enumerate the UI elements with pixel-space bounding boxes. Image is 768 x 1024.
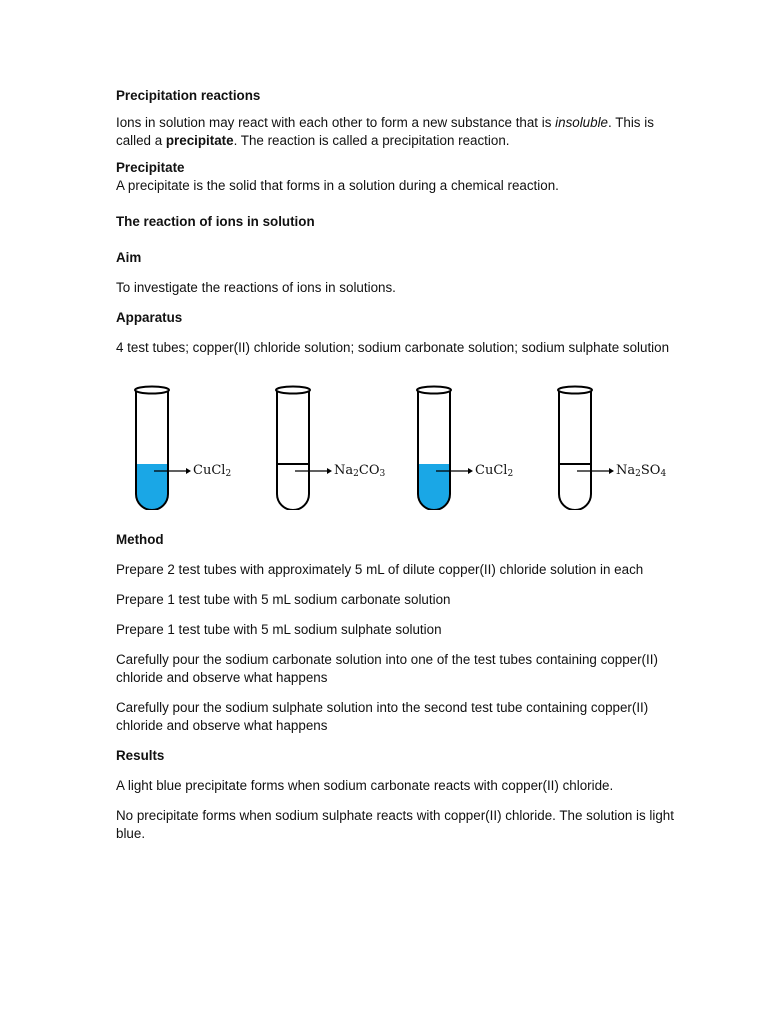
tube-formula-label: $Na_2CO_3$: [334, 463, 386, 479]
method-step: Carefully pour the sodium sulphate solution into the second test tube containing copper(II) chloride and observe what happens: [116, 700, 649, 733]
tube-formula-label: CuCl$_2$: [193, 463, 232, 479]
test-tube: [557, 385, 667, 510]
section-heading: The reaction of ions in solution: [116, 214, 315, 229]
arrow-head: [468, 468, 473, 474]
test-tube: [275, 385, 385, 510]
result-item: No precipitate forms when sodium sulphate reacts with copper(II) chloride. The solution is light blue.: [116, 808, 674, 841]
results-list: [116, 777, 676, 843]
page-title: Precipitation reactions: [116, 88, 261, 103]
method-step: Prepare 1 test tube with 5 mL sodium sulphate solution: [116, 622, 442, 637]
precipitate-heading: Precipitate: [116, 160, 185, 175]
method-heading: Method: [116, 532, 164, 547]
arrow-head: [327, 468, 332, 474]
tube-formula-label: CuCl$_2$: [475, 463, 514, 479]
test-tube: [416, 385, 526, 510]
tube-rim: [135, 387, 169, 394]
tube-formula-label: $Na_2SO_4$: [616, 463, 667, 479]
precipitate-term: precipitate: [165, 133, 234, 148]
result-item: A light blue precipitate forms when sodium carbonate reacts with copper(II) chloride.: [116, 778, 614, 793]
test-tube-diagram: [116, 385, 676, 515]
apparatus-text: 4 test tubes; copper(II) chloride solution; sodium carbonate solution; sodium sulphate solution: [116, 340, 670, 355]
arrow-head: [186, 468, 191, 474]
apparatus-heading: Apparatus: [116, 310, 183, 325]
tube-rim: [417, 387, 451, 394]
document-page: [116, 87, 676, 843]
method-step: Carefully pour the sodium carbonate solution into one of the test tubes containing copper(II) chloride and observe what happens: [116, 652, 658, 685]
intro-paragraph: Ions in solution may react with each other to form a new substance that is insoluble. This is called a precipitate. The reaction is called a precipitation reaction.: [116, 115, 654, 148]
results-heading: Results: [116, 748, 165, 763]
precipitate-definition: A precipitate is the solid that forms in a solution during a chemical reaction.: [116, 178, 559, 193]
aim-heading: Aim: [116, 250, 142, 265]
tube-rim: [276, 387, 310, 394]
arrow-head: [609, 468, 614, 474]
tube-rim: [558, 387, 592, 394]
method-steps: [116, 561, 676, 735]
insoluble-term: insoluble: [555, 115, 608, 130]
method-step: Prepare 2 test tubes with approximately 5 mL of dilute copper(II) chloride solution in each: [116, 562, 644, 577]
aim-text: To investigate the reactions of ions in solutions.: [116, 280, 396, 295]
test-tube: [134, 385, 244, 510]
method-step: Prepare 1 test tube with 5 mL sodium carbonate solution: [116, 592, 451, 607]
